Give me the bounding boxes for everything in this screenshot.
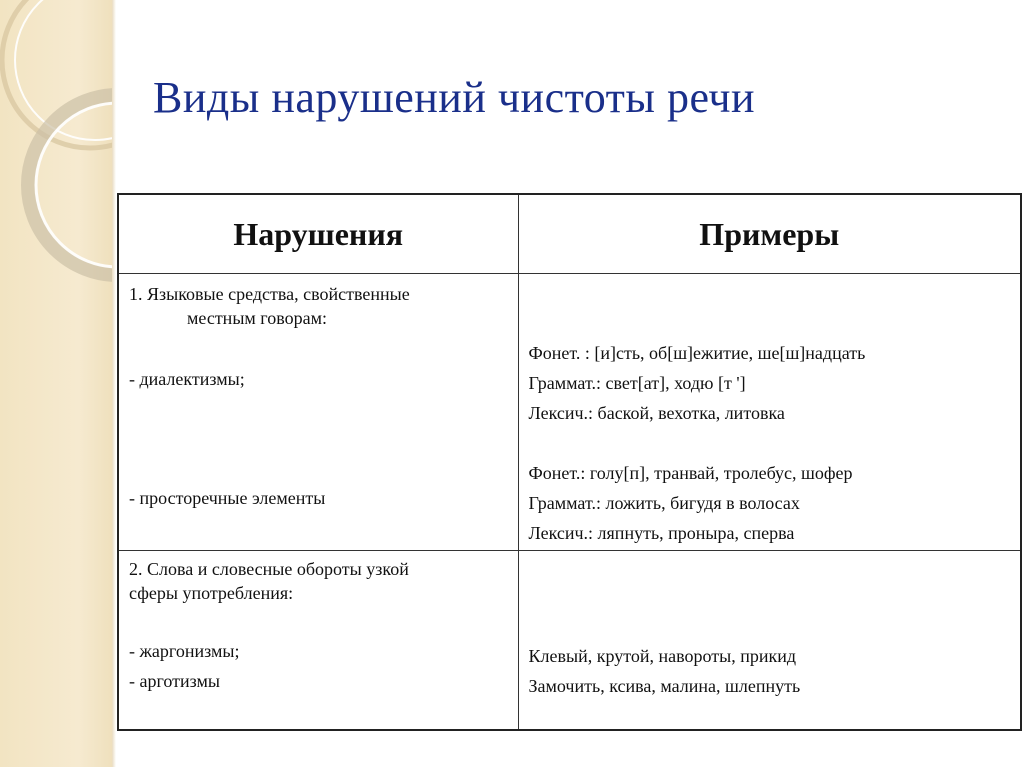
example-line: Граммат.: свет[ат], ходю [т '] [528,373,746,393]
row2-item-argot: - арготизмы [129,671,221,691]
decorative-circles [0,0,112,767]
example-line: Лексич.: ляпнуть, проныра, сперва [528,523,795,543]
table-header-row [118,194,1021,274]
sidebar-divider [112,0,116,767]
row1-item-colloquial: - просторечные элементы [129,488,326,508]
example-line: Граммат.: ложить, бигудя в волосах [528,493,800,513]
table-row [118,551,1021,731]
example-cell-2 [518,551,1021,731]
violations-table [117,193,1022,731]
example-line: Фонет. : [и]сть, об[ш]ежитие, ше[ш]надцать [528,343,866,363]
decorative-sidebar [0,0,112,767]
header-violations: Нарушения [118,194,518,274]
example-line: Клевый, крутой, навороты, прикид [528,646,796,666]
violation-cell-1 [118,274,518,551]
row1-heading-line2: местным говорам: [187,308,327,328]
header-examples: Примеры [518,194,1021,274]
example-line: Замочить, ксива, малина, шлепнуть [528,676,801,696]
table-row [118,274,1021,551]
slide-title: Виды нарушений чистоты речи [153,73,756,122]
example-cell-1 [518,274,1021,551]
row1-item-dialectisms: - диалектизмы; [129,369,245,389]
row2-heading-line1: 2. Слова и словесные обороты узкой [129,559,409,579]
example-line: Фонет.: голу[п], транвай, тролебус, шофер [528,463,853,483]
example-line: Лексич.: баской, вехотка, литовка [528,403,785,423]
row2-item-jargon: - жаргонизмы; [129,641,240,661]
row1-heading-line1: 1. Языковые средства, свойственные [129,284,410,304]
row2-heading-line2: сферы употребления: [129,583,294,603]
violation-cell-2 [118,551,518,731]
